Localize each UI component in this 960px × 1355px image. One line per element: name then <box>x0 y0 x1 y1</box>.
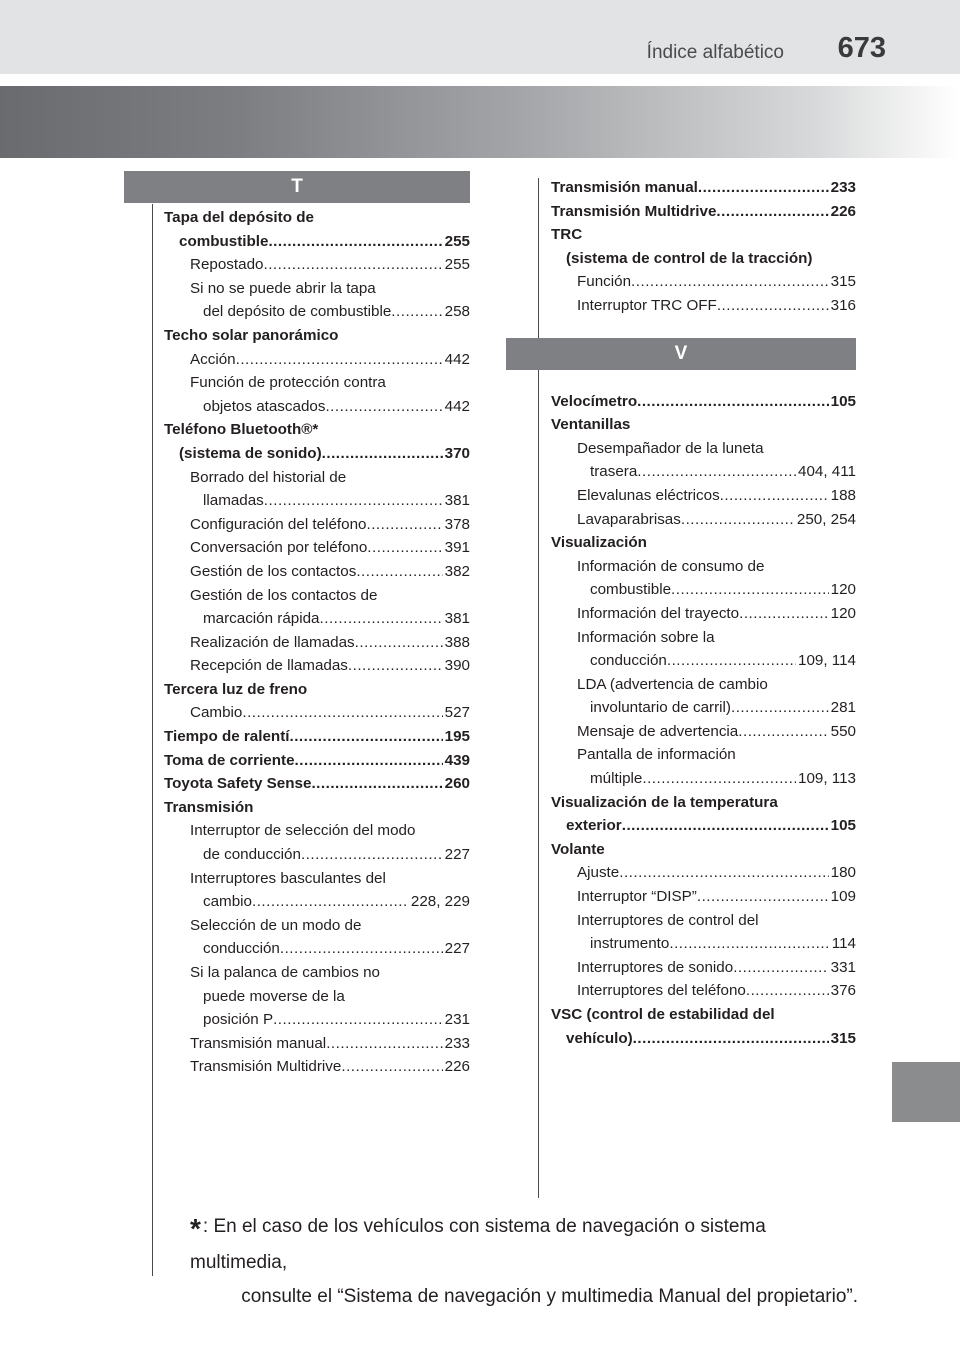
entry-label: (sistema de sonido) <box>179 444 322 462</box>
index-entry <box>551 767 856 791</box>
entry-page-number: 381 <box>444 492 470 510</box>
index-entry <box>551 720 856 744</box>
entry-page-number: 376 <box>830 982 856 1000</box>
index-entry <box>551 861 856 885</box>
entry-label: Interruptor TRC OFF <box>577 296 717 314</box>
entry-label: Gestión de los contactos de <box>190 586 378 604</box>
index-entry <box>551 673 856 697</box>
entry-page-number: 255 <box>444 232 470 250</box>
index-entry <box>164 1055 470 1079</box>
entry-label: Desempañador de la luneta <box>577 439 764 457</box>
entry-label: Realización de llamadas <box>190 633 355 651</box>
entry-page-number: 442 <box>444 350 470 368</box>
leader-dots <box>669 932 829 956</box>
index-entry <box>551 437 856 461</box>
entry-page-number: 114 <box>831 935 856 953</box>
header-title: Índice alfabético <box>646 42 784 63</box>
entry-list-t <box>164 206 470 1079</box>
index-entry <box>551 508 856 532</box>
entry-label: Toyota Safety Sense <box>164 775 312 793</box>
index-entry <box>551 791 856 815</box>
entry-page-number: 195 <box>444 728 470 746</box>
index-entry <box>551 626 856 650</box>
entry-page-number: 281 <box>830 699 856 717</box>
index-entry <box>551 555 856 579</box>
footnote <box>190 1210 858 1314</box>
entry-label: Interruptores del teléfono <box>577 982 746 1000</box>
index-entry <box>164 1008 470 1032</box>
entry-page-number: 527 <box>444 704 470 722</box>
index-entry <box>164 560 470 584</box>
leader-dots <box>733 956 828 980</box>
index-entry <box>551 247 856 271</box>
index-entry <box>164 796 470 820</box>
leader-dots <box>355 631 443 655</box>
leader-dots <box>633 1027 829 1051</box>
index-entry <box>164 985 470 1009</box>
leader-dots <box>280 937 443 961</box>
entry-label: conducción <box>590 652 667 670</box>
entry-label: VSC (control de estabilidad del <box>551 1006 775 1023</box>
index-entry <box>164 300 470 324</box>
entry-label: Teléfono Bluetooth®* <box>164 421 319 439</box>
index-entry <box>164 395 470 419</box>
entry-page-number: 227 <box>444 940 470 958</box>
entry-page-number: 550 <box>830 722 856 740</box>
entry-page-number: 180 <box>830 864 856 882</box>
index-entry <box>551 460 856 484</box>
index-entry <box>164 961 470 985</box>
entry-label: Elevalunas eléctricos <box>577 486 720 504</box>
entry-label: Configuración del teléfono <box>190 515 367 533</box>
leader-dots <box>698 176 829 200</box>
leader-dots <box>263 253 442 277</box>
footnote-line-1 <box>190 1210 858 1280</box>
entry-label: Transmisión Multidrive <box>190 1058 342 1076</box>
leader-dots <box>341 1055 442 1079</box>
entry-label: puede moverse de la <box>203 987 345 1005</box>
entry-page-number: 315 <box>830 273 856 291</box>
entry-label: Techo solar panorámico <box>164 326 339 344</box>
entry-label: Velocímetro <box>551 392 638 410</box>
entry-label: trasera <box>590 463 638 481</box>
index-entry <box>164 867 470 891</box>
entry-page-number: 109, 113 <box>798 770 856 788</box>
entry-page-number: 391 <box>444 539 470 557</box>
leader-dots <box>746 979 829 1003</box>
index-entry <box>164 513 470 537</box>
entry-page-number: 258 <box>444 303 470 321</box>
entry-page-number: 233 <box>830 179 856 196</box>
leader-dots <box>642 767 796 791</box>
entry-page-number: 370 <box>444 444 470 462</box>
index-entry <box>164 442 470 466</box>
leader-dots <box>311 772 442 796</box>
entry-page-number: 109, 114 <box>798 652 856 670</box>
entry-label: marcación rápida <box>203 610 320 628</box>
entry-label: Conversación por teléfono <box>190 539 368 557</box>
index-entry <box>164 206 470 230</box>
leader-dots <box>738 720 828 744</box>
entry-label: Volante <box>551 840 605 858</box>
entry-page-number: 378 <box>444 515 470 533</box>
entry-label: Toma de corriente <box>164 751 295 769</box>
index-entry <box>551 696 856 720</box>
index-entry <box>551 270 856 294</box>
entry-page-number: 331 <box>830 958 856 976</box>
entry-label: TRC <box>551 226 583 244</box>
entry-label: Ventanillas <box>551 416 631 434</box>
footnote-text-1: : En el caso de los vehículos con sistema de navegación o sistema multimedia, <box>190 1216 766 1273</box>
entry-label: Ajuste <box>577 864 620 882</box>
entry-page-number: 105 <box>830 392 856 410</box>
entry-label: conducción <box>203 940 280 958</box>
index-entry <box>551 838 856 862</box>
index-entry <box>164 725 470 749</box>
leader-dots <box>366 513 442 537</box>
leader-dots <box>236 348 443 372</box>
entry-label: Tapa del depósito de <box>164 209 314 226</box>
entry-label: Pantalla de información <box>577 746 736 764</box>
leader-dots <box>348 654 443 678</box>
index-entry <box>551 223 856 247</box>
leader-dots <box>637 460 796 484</box>
entry-label: Transmisión Multidrive <box>551 202 717 220</box>
index-entry <box>164 819 470 843</box>
entry-label: Lavaparabrisas <box>577 510 681 528</box>
entry-page-number: 109 <box>830 888 856 906</box>
entry-label: cambio <box>203 893 252 911</box>
leader-dots <box>320 607 443 631</box>
index-entry <box>164 890 470 914</box>
entry-page-number: 260 <box>444 775 470 793</box>
entry-label: vehículo) <box>566 1029 633 1047</box>
entry-page-number: 390 <box>444 657 470 675</box>
leader-dots <box>268 230 442 254</box>
entry-page-number: 315 <box>830 1029 856 1047</box>
leader-dots <box>252 890 409 914</box>
index-entry <box>164 607 470 631</box>
entry-label: Interruptor “DISP” <box>577 888 697 906</box>
leader-dots <box>367 536 442 560</box>
leader-dots <box>326 1032 442 1056</box>
entry-label: Función <box>577 273 632 291</box>
footnote-line-2: consulte el “Sistema de navegación y multimedia Manual del propietario”. <box>241 1286 858 1307</box>
index-entry <box>164 536 470 560</box>
leader-dots <box>622 814 829 838</box>
entry-label: Cambio <box>190 704 243 722</box>
index-entry <box>551 1003 856 1027</box>
index-entry <box>164 749 470 773</box>
leader-dots <box>667 649 796 673</box>
leader-dots <box>671 578 829 602</box>
entry-label: posición P <box>203 1011 274 1029</box>
index-entry <box>164 348 470 372</box>
entry-label: llamadas <box>203 492 264 510</box>
index-entry <box>551 531 856 555</box>
entry-page-number: 227 <box>444 846 470 864</box>
entry-label: Borrado del historial de <box>190 468 347 486</box>
leader-dots <box>619 861 828 885</box>
entry-label: combustible <box>590 581 672 599</box>
entry-page-number: 188 <box>830 486 856 504</box>
leader-dots <box>242 701 442 725</box>
leader-dots <box>356 560 442 584</box>
entry-list-v <box>551 390 856 1051</box>
index-entry <box>551 932 856 956</box>
index-entry <box>551 294 856 318</box>
entry-label: Si no se puede abrir la tapa <box>190 279 376 297</box>
entry-label: LDA (advertencia de cambio <box>577 675 768 693</box>
section-letter-v: V <box>506 338 856 370</box>
index-entry <box>164 678 470 702</box>
entry-label: Tiempo de ralentí <box>164 728 290 746</box>
index-column-left <box>164 206 470 1079</box>
index-entry <box>164 466 470 490</box>
entry-label: objetos atascados <box>203 397 326 415</box>
index-entry <box>551 956 856 980</box>
entry-page-number: 255 <box>444 256 470 274</box>
index-entry <box>164 937 470 961</box>
index-entry <box>164 324 470 348</box>
entry-page-number: 233 <box>444 1034 470 1052</box>
side-tab-marker <box>892 1062 960 1122</box>
entry-label: Información de consumo de <box>577 557 765 575</box>
index-entry <box>164 230 470 254</box>
entry-label: Transmisión <box>164 798 254 816</box>
entry-label: Transmisión manual <box>551 179 698 196</box>
gradient-banner <box>0 86 960 158</box>
index-entry <box>551 390 856 414</box>
column-divider-left <box>152 204 153 1276</box>
entry-label: instrumento <box>590 935 670 953</box>
index-entry <box>164 654 470 678</box>
leader-dots <box>720 484 829 508</box>
index-entry <box>551 484 856 508</box>
index-entry <box>551 176 856 200</box>
footnote-marker: * <box>190 1213 201 1244</box>
header-bar <box>0 0 960 74</box>
entry-label: Transmisión manual <box>190 1034 327 1052</box>
leader-dots <box>273 1008 443 1032</box>
leader-dots <box>325 395 442 419</box>
leader-dots <box>716 200 828 224</box>
entry-page-number: 382 <box>444 562 470 580</box>
entry-page-number: 388 <box>444 633 470 651</box>
entry-page-number: 226 <box>444 1058 470 1076</box>
entry-label: Recepción de llamadas <box>190 657 348 675</box>
entry-label: Visualización <box>551 534 647 552</box>
entry-page-number: 316 <box>830 296 856 314</box>
index-entry <box>551 814 856 838</box>
index-column-right <box>551 176 856 1050</box>
index-entry <box>551 979 856 1003</box>
entry-page-number: 439 <box>444 751 470 769</box>
leader-dots <box>681 508 795 532</box>
entry-label: del depósito de combustible <box>203 303 392 321</box>
leader-dots <box>717 294 829 318</box>
entry-label: Información del trayecto <box>577 604 740 622</box>
entry-page-number: 120 <box>830 604 856 622</box>
entry-label: Visualización de la temperatura <box>551 793 778 811</box>
entry-page-number: 442 <box>444 397 470 415</box>
entry-label: Acción <box>190 350 236 368</box>
leader-dots <box>322 442 443 466</box>
index-entry <box>164 584 470 608</box>
entry-label: Función de protección contra <box>190 374 386 392</box>
leader-dots <box>731 696 829 720</box>
leader-dots <box>295 749 443 773</box>
column-divider-middle <box>538 178 539 1198</box>
entry-label: Interruptores basculantes del <box>190 869 386 887</box>
entry-page-number: 231 <box>444 1011 470 1029</box>
section-letter-t: T <box>124 171 470 203</box>
entry-label: múltiple <box>590 770 643 788</box>
entry-label: Tercera luz de freno <box>164 680 308 698</box>
index-entry <box>551 743 856 767</box>
index-entry <box>164 1032 470 1056</box>
entry-label: involuntario de carril) <box>590 699 731 717</box>
entry-label: Gestión de los contactos <box>190 562 357 580</box>
entry-label: de conducción <box>203 846 301 864</box>
index-entry <box>551 602 856 626</box>
index-entry <box>164 371 470 395</box>
entry-list-t-continued <box>551 176 856 318</box>
index-entry <box>164 631 470 655</box>
leader-dots <box>637 390 829 414</box>
index-entry <box>164 277 470 301</box>
leader-dots <box>391 300 442 324</box>
index-entry <box>164 843 470 867</box>
index-entry <box>551 413 856 437</box>
entry-label: Interruptores de sonido <box>577 958 734 976</box>
leader-dots <box>631 270 829 294</box>
entry-page-number: 228, 229 <box>410 893 470 911</box>
index-entry <box>164 253 470 277</box>
index-entry <box>164 701 470 725</box>
leader-dots <box>289 725 442 749</box>
index-entry <box>164 418 470 442</box>
entry-label: combustible <box>179 232 269 250</box>
index-entry <box>551 885 856 909</box>
entry-label: Si la palanca de cambios no <box>190 964 380 981</box>
entry-label: (sistema de control de la tracción) <box>566 249 813 267</box>
leader-dots <box>697 885 829 909</box>
leader-dots <box>301 843 443 867</box>
index-entry <box>551 909 856 933</box>
index-entry <box>164 489 470 513</box>
entry-label: Selección de un modo de <box>190 916 362 934</box>
entry-page-number: 120 <box>830 581 856 599</box>
index-entry <box>164 772 470 796</box>
index-entry <box>551 578 856 602</box>
leader-dots <box>264 489 443 513</box>
entry-page-number: 381 <box>444 610 470 628</box>
index-entry <box>164 914 470 938</box>
entry-label: Interruptores de control del <box>577 911 759 929</box>
entry-label: Interruptor de selección del modo <box>190 822 416 840</box>
entry-label: Información sobre la <box>577 628 715 646</box>
index-entry <box>551 200 856 224</box>
page-number: 673 <box>837 32 886 64</box>
entry-page-number: 404, 411 <box>798 463 856 481</box>
leader-dots <box>739 602 829 626</box>
index-entry <box>551 649 856 673</box>
entry-label: exterior <box>566 817 622 835</box>
entry-page-number: 105 <box>830 817 856 835</box>
index-entry <box>551 1027 856 1051</box>
entry-label: Repostado <box>190 256 264 274</box>
entry-page-number: 250, 254 <box>796 510 856 528</box>
entry-label: Mensaje de advertencia <box>577 722 739 740</box>
entry-page-number: 226 <box>830 202 856 220</box>
